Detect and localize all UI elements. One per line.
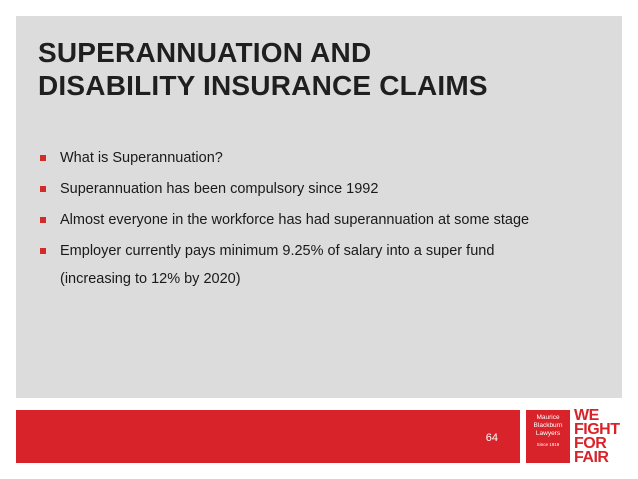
- bullet-square-icon: [40, 155, 46, 161]
- slogan-line-1: WE: [574, 407, 599, 424]
- page-number: 64: [485, 432, 498, 444]
- title-line-1: SUPERANNUATION AND: [38, 37, 372, 68]
- bullet-continuation: (increasing to 12% by 2020): [60, 271, 241, 287]
- maurice-blackburn-logo: [526, 410, 570, 463]
- slide-panel: [16, 16, 622, 398]
- bullet-list: [38, 144, 613, 293]
- bullet-text: What is Superannuation?: [60, 150, 223, 166]
- slogan-line-4: FAIR: [574, 449, 609, 466]
- bullet-square-icon: [40, 248, 46, 254]
- slogan-logo: [574, 409, 634, 465]
- bullet-text: Employer currently pays minimum 9.25% of salary into a super fund: [60, 243, 495, 259]
- logo-line-1: Maurice: [536, 414, 560, 421]
- bullet-item: [38, 144, 613, 172]
- bullet-item: [38, 175, 613, 203]
- title-line-2: DISABILITY INSURANCE CLAIMS: [38, 70, 488, 101]
- logo-since: Since 1919: [536, 442, 560, 447]
- footer-bar: [16, 410, 520, 463]
- slogan-line-2: FIGHT: [574, 421, 620, 438]
- slide-title: [38, 36, 608, 102]
- bullet-text: Superannuation has been compulsory since 1992: [60, 181, 379, 197]
- logo-line-2: Blackburn: [533, 422, 563, 429]
- bullet-square-icon: [40, 186, 46, 192]
- bullet-text: Almost everyone in the workforce has had superannuation at some stage: [60, 212, 530, 228]
- slogan-line-3: FOR: [574, 435, 607, 452]
- bullet-square-icon: [40, 217, 46, 223]
- bullet-item: [38, 237, 613, 293]
- bullet-item: [38, 206, 613, 234]
- logo-line-3: Lawyers: [535, 430, 561, 437]
